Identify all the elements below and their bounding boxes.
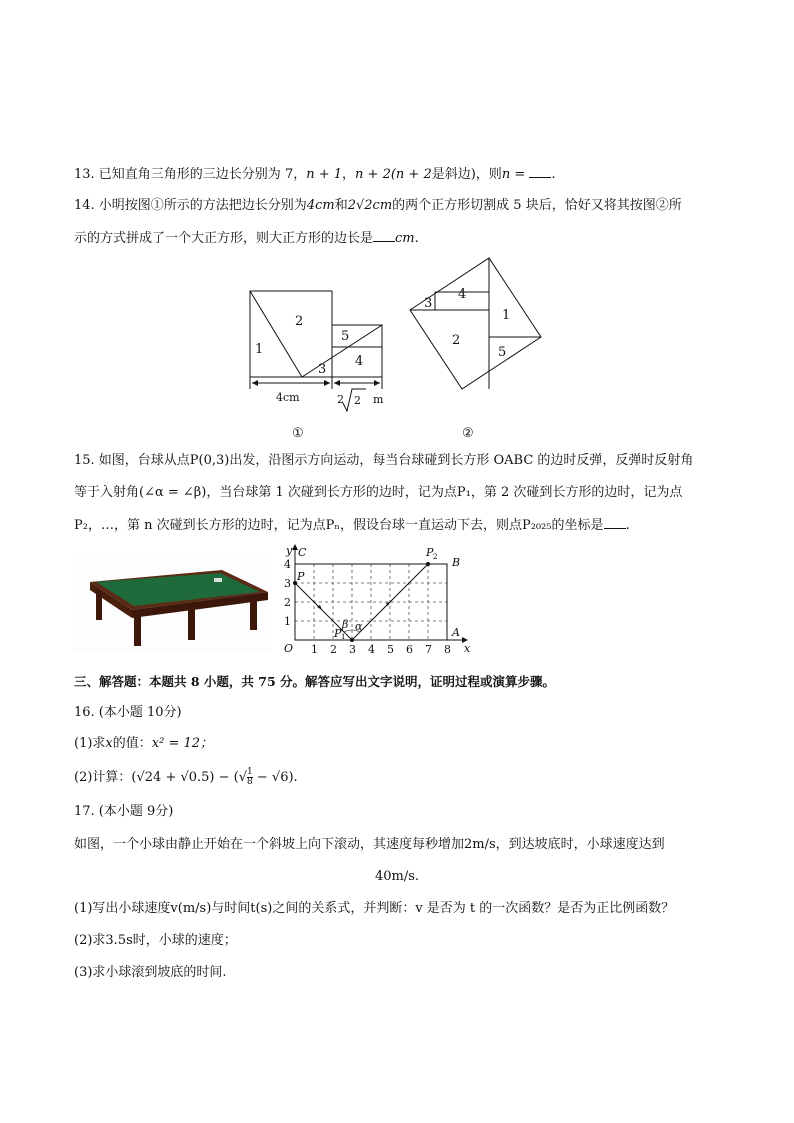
- answer-blank: [529, 165, 551, 178]
- question-16-part-2: [74, 768, 298, 787]
- table-leg: [134, 616, 141, 646]
- section-3-heading: 三、解答题：本题共 8 小题，共 75 分。解答应写出文字说明，证明过程或演算步骤。: [74, 674, 556, 689]
- q16-p2-a: (2)计算：(√24 + √0.5) − (√: [74, 770, 248, 785]
- figure-2-caption: ②: [462, 426, 474, 441]
- fraction-denominator: 8: [247, 777, 253, 787]
- table-leg: [250, 598, 257, 630]
- piece-5-label: 5: [498, 345, 507, 360]
- fraction-numerator: 1: [247, 767, 253, 777]
- question-16-part-1: [74, 735, 213, 753]
- question-17-head: 17. (本小题 9分): [74, 804, 174, 819]
- piece-1-label: 1: [255, 342, 264, 357]
- dim-label-right-c: m: [373, 393, 384, 406]
- piece-3-label: 3: [424, 296, 433, 311]
- grid-lines: [295, 564, 447, 640]
- table-leg: [96, 590, 102, 620]
- question-17-part-2: (2)求3.5s时，小球的速度；: [74, 933, 237, 948]
- q13-expr-3: n =: [501, 167, 526, 182]
- arrow-head: [252, 380, 258, 386]
- arrow-head: [374, 380, 380, 386]
- question-15-line-2: 等于入射角(∠α = ∠β)，当台球第 1 次碰到长方形的边时，记为点P₁，第 2 次碰到长方形的边时，记为点: [74, 485, 683, 500]
- x-axis-label: x: [464, 642, 471, 655]
- y-tick-3: 3: [284, 577, 291, 590]
- q16-p1-c: 的值：: [112, 736, 152, 751]
- question-17-part-1: (1)写出小球速度v(m/s)与时间t(s)之间的关系式，并判断：v 是否为 t 的一次函数？是否为正比例函数？: [74, 901, 675, 916]
- question-14-line-2: [74, 229, 419, 248]
- question-15-line-3: [74, 516, 630, 535]
- point-P1: [350, 638, 354, 642]
- q13-expr-1: n + 1: [306, 167, 343, 182]
- figure-1-caption: ①: [292, 426, 304, 441]
- point-P2-subscript: 2: [433, 553, 438, 561]
- q14-text-c: 和: [334, 198, 348, 213]
- arrow-head: [334, 380, 340, 386]
- figure-1-squares: [240, 285, 400, 445]
- q16-p2-b: − √6).: [252, 770, 298, 785]
- question-17-part-3: (3)求小球滚到坡底的时间.: [74, 965, 227, 980]
- dim-label-right-a: 2: [337, 393, 344, 406]
- x-tick-4: 4: [368, 643, 375, 656]
- q14-size-1: 4cm: [306, 198, 335, 213]
- beta-label: β: [342, 618, 349, 631]
- x-tick-3: 3: [349, 643, 356, 656]
- point-P2-label: P: [426, 546, 434, 559]
- q15-text-line3: P₂，…，第 n 次碰到长方形的边时，记为点Pₙ，假设台球一直运动下去，则点P₂₀₂₅的坐标是: [74, 518, 604, 533]
- y-tick-2: 2: [284, 596, 291, 609]
- dim-label-left: 4cm: [276, 391, 300, 404]
- arrow-head: [324, 380, 330, 386]
- q16-p1-a: (1)求: [74, 736, 106, 751]
- piece-3-label: 3: [318, 362, 327, 377]
- y-tick-1: 1: [284, 615, 291, 628]
- corner-C-label: C: [298, 546, 307, 559]
- q14-text-a: 14. 小明按图①所示的方法把边长分别为: [74, 198, 307, 213]
- point-P2: [426, 562, 430, 566]
- q13-text-c: 是斜边)，则: [431, 167, 502, 182]
- q13-expr-2: n + 2(n + 2: [355, 167, 432, 182]
- question-17-intro: 如图，一个小球由静止开始在一个斜坡上向下滚动，其速度每秒增加2m/s，到达坡底时，小球速度达到: [74, 837, 665, 852]
- x-tick-7: 7: [425, 643, 432, 656]
- table-leg: [188, 608, 195, 640]
- q16-p1-equation: x² = 12；: [151, 736, 214, 751]
- alpha-label: α: [355, 620, 363, 633]
- billiard-coordinate-graph: [278, 540, 478, 658]
- cut-line-1: [250, 291, 302, 377]
- q16-p1-var: x: [105, 736, 113, 751]
- x-tick-2: 2: [330, 643, 337, 656]
- dim-label-right-b: 2: [354, 394, 361, 407]
- x-tick-6: 6: [406, 643, 413, 656]
- piece-5-label: 5: [341, 329, 350, 344]
- q15-end: .: [625, 518, 630, 533]
- x-tick-8: 8: [444, 643, 451, 656]
- question-15-line-1: 15. 如图，台球从点P(0,3)出发，沿图示方向运动，每当台球碰到长方形 OABC 的边时反弹，反弹时反射角: [74, 453, 694, 468]
- piece-2-label: 2: [452, 333, 461, 348]
- q13-text-a: 13. 已知直角三角形的三边长分别为 7，: [74, 167, 307, 182]
- small-square: [332, 325, 382, 377]
- q14-text-line2: 示的方式拼成了一个大正方形，则大正方形的边长是: [74, 231, 374, 246]
- point-P-label: P: [297, 570, 305, 583]
- point-P1-label: P: [334, 627, 342, 640]
- piece-4-label: 4: [458, 287, 467, 302]
- question-16-head: 16. (本小题 10分): [74, 705, 182, 720]
- answer-blank: [373, 229, 395, 242]
- question-13: [74, 165, 556, 184]
- piece-4-label: 4: [355, 354, 364, 369]
- y-tick-4: 4: [284, 558, 291, 571]
- answer-blank: [604, 516, 626, 529]
- q14-text-e: 的两个正方形切割成 5 块后，恰好又将其按图②所: [392, 198, 682, 213]
- x-tick-1: 1: [311, 643, 318, 656]
- q14-size-2: 2√2cm: [347, 198, 393, 213]
- point-P1-subscript: 1: [341, 633, 346, 641]
- piece-2-label: 2: [295, 314, 304, 329]
- question-17-intro-cont: 40m/s.: [374, 869, 420, 884]
- piece-1-label: 1: [502, 308, 511, 323]
- big-square: [410, 258, 541, 389]
- corner-A-label: A: [452, 626, 460, 639]
- question-14-line-1: [74, 197, 682, 215]
- balls-rack: [214, 578, 222, 582]
- figure-2-assembled-square: [400, 252, 560, 442]
- origin-label: O: [284, 642, 294, 655]
- billiard-table-photo: [72, 552, 272, 652]
- y-axis-label: y: [286, 544, 293, 557]
- q14-unit: cm.: [395, 231, 419, 246]
- q13-text-b: ，: [342, 167, 356, 182]
- corner-B-label: B: [452, 556, 461, 569]
- q13-text-d: .: [551, 167, 556, 182]
- x-tick-5: 5: [387, 643, 394, 656]
